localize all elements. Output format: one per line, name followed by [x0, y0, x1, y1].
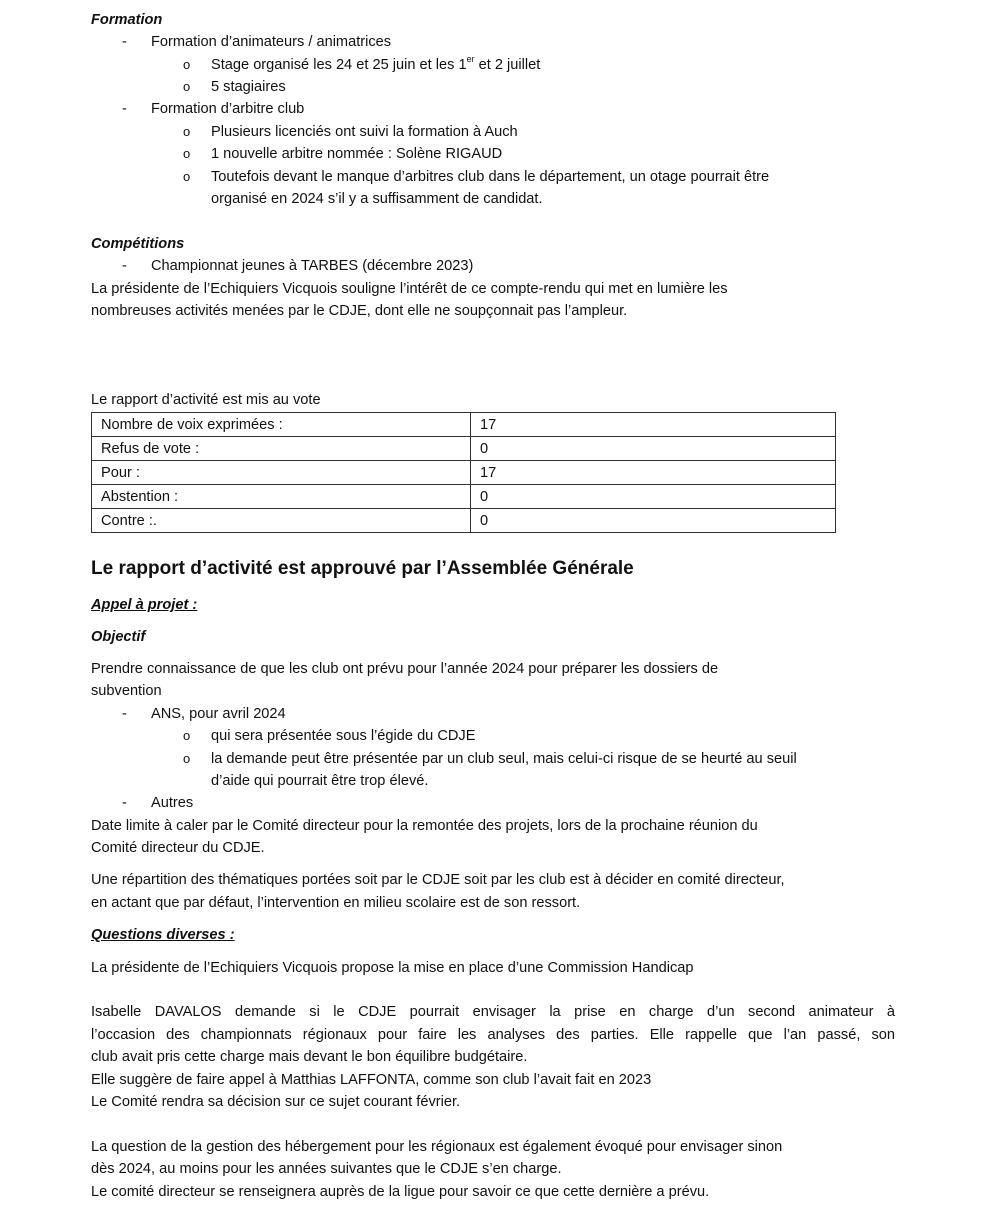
- table-row: [92, 509, 836, 533]
- text: Stage organisé les 24 et 25 juin et les 1: [211, 57, 467, 73]
- list-item: Toutefois devant le manque d’arbitres club dans le département, un otage pourrait être: [211, 169, 770, 185]
- circle-bullet: o: [183, 57, 191, 72]
- paragraph-line: subvention: [91, 683, 162, 699]
- vote-label: Pour :: [92, 461, 471, 485]
- list-item: Autres: [151, 795, 194, 811]
- vote-value: 0: [471, 485, 836, 509]
- paragraph-line: La question de la gestion des hébergement pour les régionaux est également évoqué pour envisager sinon: [91, 1139, 783, 1155]
- dash-bullet: -: [122, 101, 127, 117]
- paragraph-line: Date limite à caler par le Comité directeur pour la remontée des projets, lors de la prochaine réunion du: [91, 818, 758, 834]
- vote-label: Contre :.: [92, 509, 471, 533]
- list-item: Championnat jeunes à TARBES (décembre 2023): [151, 258, 474, 274]
- paragraph-line: Isabelle DAVALOS demande si le CDJE pourrait envisager la prise en charge d’un second animateur à: [91, 1004, 895, 1020]
- subsection-objectif: Objectif: [91, 629, 146, 645]
- vote-table: [91, 412, 836, 533]
- circle-bullet: o: [183, 124, 191, 139]
- section-title-formation: Formation: [91, 12, 163, 28]
- vote-value: 17: [471, 461, 836, 485]
- table-row: [92, 485, 836, 509]
- paragraph-line: l’occasion des championnats régionaux pour faire les analyses des parties. Elle rappelle que l’an passé, son: [91, 1027, 895, 1043]
- table-row: [92, 437, 836, 461]
- list-item: 5 stagiaires: [211, 79, 286, 95]
- list-item: ANS, pour avril 2024: [151, 706, 286, 722]
- list-item: Plusieurs licenciés ont suivi la formation à Auch: [211, 124, 518, 140]
- circle-bullet: o: [183, 79, 191, 94]
- paragraph-line: Elle suggère de faire appel à Matthias LAFFONTA, comme son club l’avait fait en 2023: [91, 1072, 652, 1088]
- section-title-appel: Appel à projet :: [91, 597, 198, 613]
- vote-value: 17: [471, 413, 836, 437]
- dash-bullet: -: [122, 34, 127, 50]
- paragraph-line: dès 2024, au moins pour les années suivantes que le CDJE s’en charge.: [91, 1161, 562, 1177]
- vote-intro: Le rapport d’activité est mis au vote: [91, 392, 321, 408]
- paragraph-line: Le Comité rendra sa décision sur ce sujet courant février.: [91, 1094, 461, 1110]
- section-title-questions: Questions diverses :: [91, 927, 235, 943]
- paragraph-line: Comité directeur du CDJE.: [91, 840, 265, 856]
- list-item: 1 nouvelle arbitre nommée : Solène RIGAUD: [211, 146, 503, 162]
- list-item-continuation: d’aide qui pourrait être trop élevé.: [211, 773, 429, 789]
- paragraph-line: en actant que par défaut, l’intervention en milieu scolaire est de son ressort.: [91, 895, 581, 911]
- paragraph-line: Le comité directeur se renseignera auprès de la ligue pour savoir ce que cette dernière a prévu.: [91, 1184, 710, 1200]
- vote-value: 0: [471, 437, 836, 461]
- circle-bullet: o: [183, 146, 191, 161]
- vote-result-heading: Le rapport d’activité est approuvé par l’Assemblée Générale: [91, 558, 634, 579]
- list-item: [211, 55, 540, 75]
- table-row: [92, 461, 836, 485]
- text: et 2 juillet: [474, 57, 541, 73]
- list-item: Formation d’arbitre club: [151, 101, 305, 117]
- paragraph-line: La présidente de l’Echiquiers Vicquois propose la mise en place d’une Commission Handicap: [91, 960, 694, 976]
- list-item: qui sera présentée sous l’égide du CDJE: [211, 728, 476, 744]
- vote-label: Nombre de voix exprimées :: [92, 413, 471, 437]
- list-item-continuation: organisé en 2024 s’il y a suffisamment de candidat.: [211, 191, 543, 207]
- dash-bullet: -: [122, 706, 127, 722]
- vote-label: Refus de vote :: [92, 437, 471, 461]
- list-item: la demande peut être présentée par un club seul, mais celui-ci risque de se heurté au seuil: [211, 751, 797, 767]
- paragraph-line: La présidente de l’Echiquiers Vicquois souligne l’intérêt de ce compte-rendu qui met en lumière les: [91, 281, 728, 297]
- dash-bullet: -: [122, 258, 127, 274]
- circle-bullet: o: [183, 169, 191, 184]
- paragraph-line: Prendre connaissance de que les club ont prévu pour l’année 2024 pour préparer les dossiers de: [91, 661, 719, 677]
- dash-bullet: -: [122, 795, 127, 811]
- paragraph-line: club avait pris cette charge mais devant le bon équilibre budgétaire.: [91, 1049, 528, 1065]
- superscript: er: [466, 54, 475, 64]
- paragraph-line: Une répartition des thématiques portées soit par le CDJE soit par les club est à décider en comité directeur,: [91, 872, 785, 888]
- table-row: [92, 413, 836, 437]
- circle-bullet: o: [183, 728, 191, 743]
- vote-value: 0: [471, 509, 836, 533]
- section-title-competitions: Compétitions: [91, 236, 185, 252]
- paragraph-line: nombreuses activités menées par le CDJE, dont elle ne soupçonnait pas l’ampleur.: [91, 303, 628, 319]
- list-item: Formation d’animateurs / animatrices: [151, 34, 392, 50]
- circle-bullet: o: [183, 751, 191, 766]
- vote-label: Abstention :: [92, 485, 471, 509]
